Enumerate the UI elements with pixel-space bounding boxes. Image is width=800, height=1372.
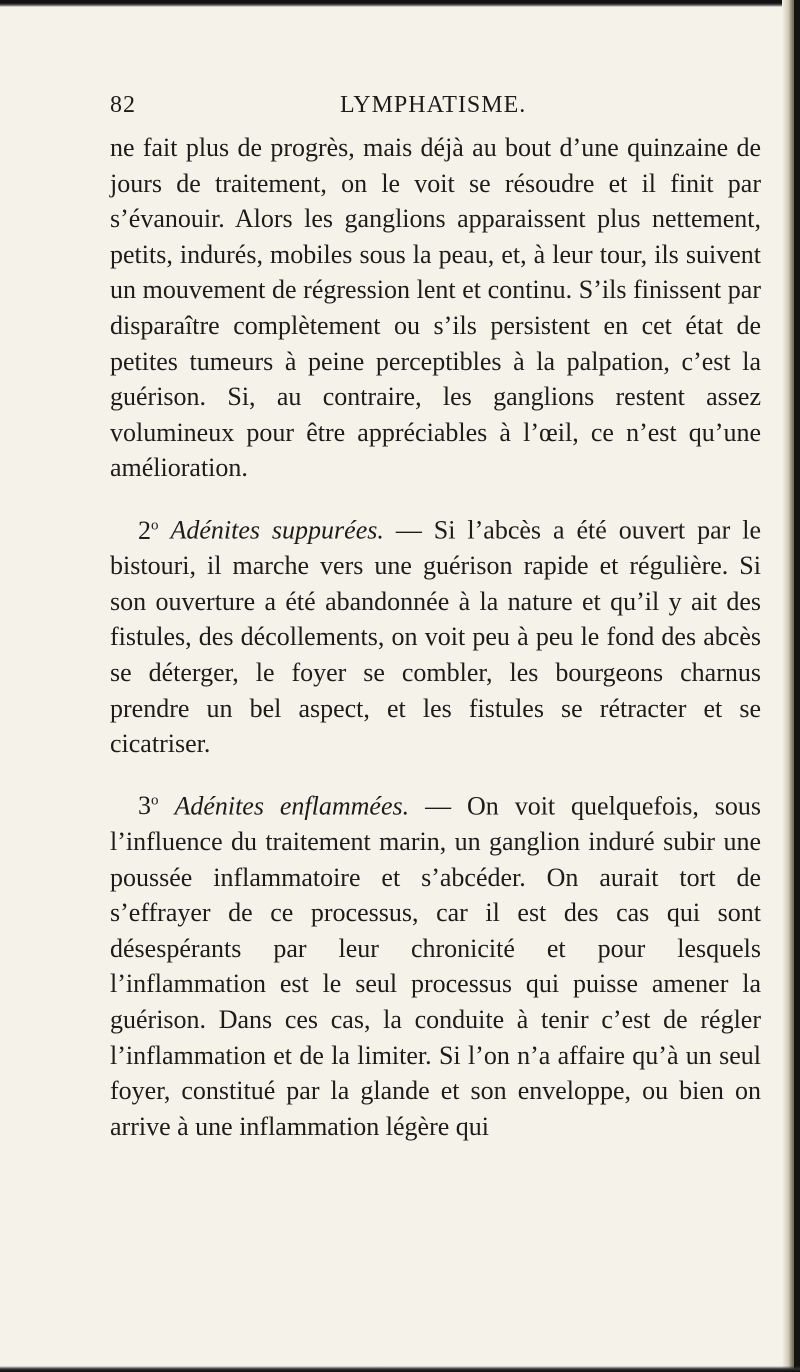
page-number: 82 — [110, 92, 136, 118]
paragraph-text: — On voit quelquefois, sous l’influence du traitement marin, un ganglion induré subir une poussée inflammatoire et s’abcéder. On aurait tort de s’effrayer de ce processus, car il est des cas qui sont désespérants par leur chronicité et pour lesquels l’inflammation est le seul processus qui puisse amener la guérison. Dans ces cas, la conduite à tenir c’est de régler l’inflammation et de la limiter. Si l’on n’a affaire qu’à un seul foyer, constitué par la glande et son enveloppe, ou bien on arrive à une inflammation légère qui — [110, 791, 762, 1141]
paragraph-continuation — [110, 130, 761, 486]
paragraph-inflamed-adenitis — [110, 784, 761, 1145]
section-number: 3$^o$ — [138, 791, 159, 821]
running-header — [110, 92, 760, 122]
running-title: LYMPHATISME. — [340, 92, 527, 118]
binding-edge — [794, 0, 800, 1372]
paragraph-suppurated-adenitis — [110, 508, 761, 762]
bottom-scan-edge — [0, 1366, 800, 1372]
top-scan-edge — [0, 0, 800, 7]
section-title: Adénites enflammées. — [174, 791, 410, 821]
section-number: 2$^o$ — [138, 515, 159, 545]
paragraph-text: — Si l’abcès a été ouvert par le bistouri, il marche vers une guérison rapide et régulière. Si son ouverture a été abandonnée à la nature et qu’il y ait des fistules, des décollements, on voit peu à peu le fond des abcès se déterger, le foyer se combler, les bourgeons charnus prendre un bel aspect, et les fistules se rétracter et se cicatriser. — [110, 515, 762, 759]
section-title: Adénites suppurées. — [170, 515, 384, 545]
paragraph-text: ne fait plus de progrès, mais déjà au bout d’une quinzaine de jours de traitement, on le voit se résoudre et il finit par s’évanouir. Alors les ganglions apparaissent plus nettement, petits, indurés, mobiles sous la peau, et, à leur tour, ils suivent un mouvement de régression lent et continu. S’ils finissent par disparaître complètement ou s’ils persistent en cet état de petites tumeurs à peine perceptibles à la palpation, c’est la guérison. Si, au contraire, les ganglions restent assez volumineux pour être appréciables à l’œil, ce n’est qu’une amélioration. — [110, 133, 761, 483]
body-text — [110, 130, 761, 1144]
